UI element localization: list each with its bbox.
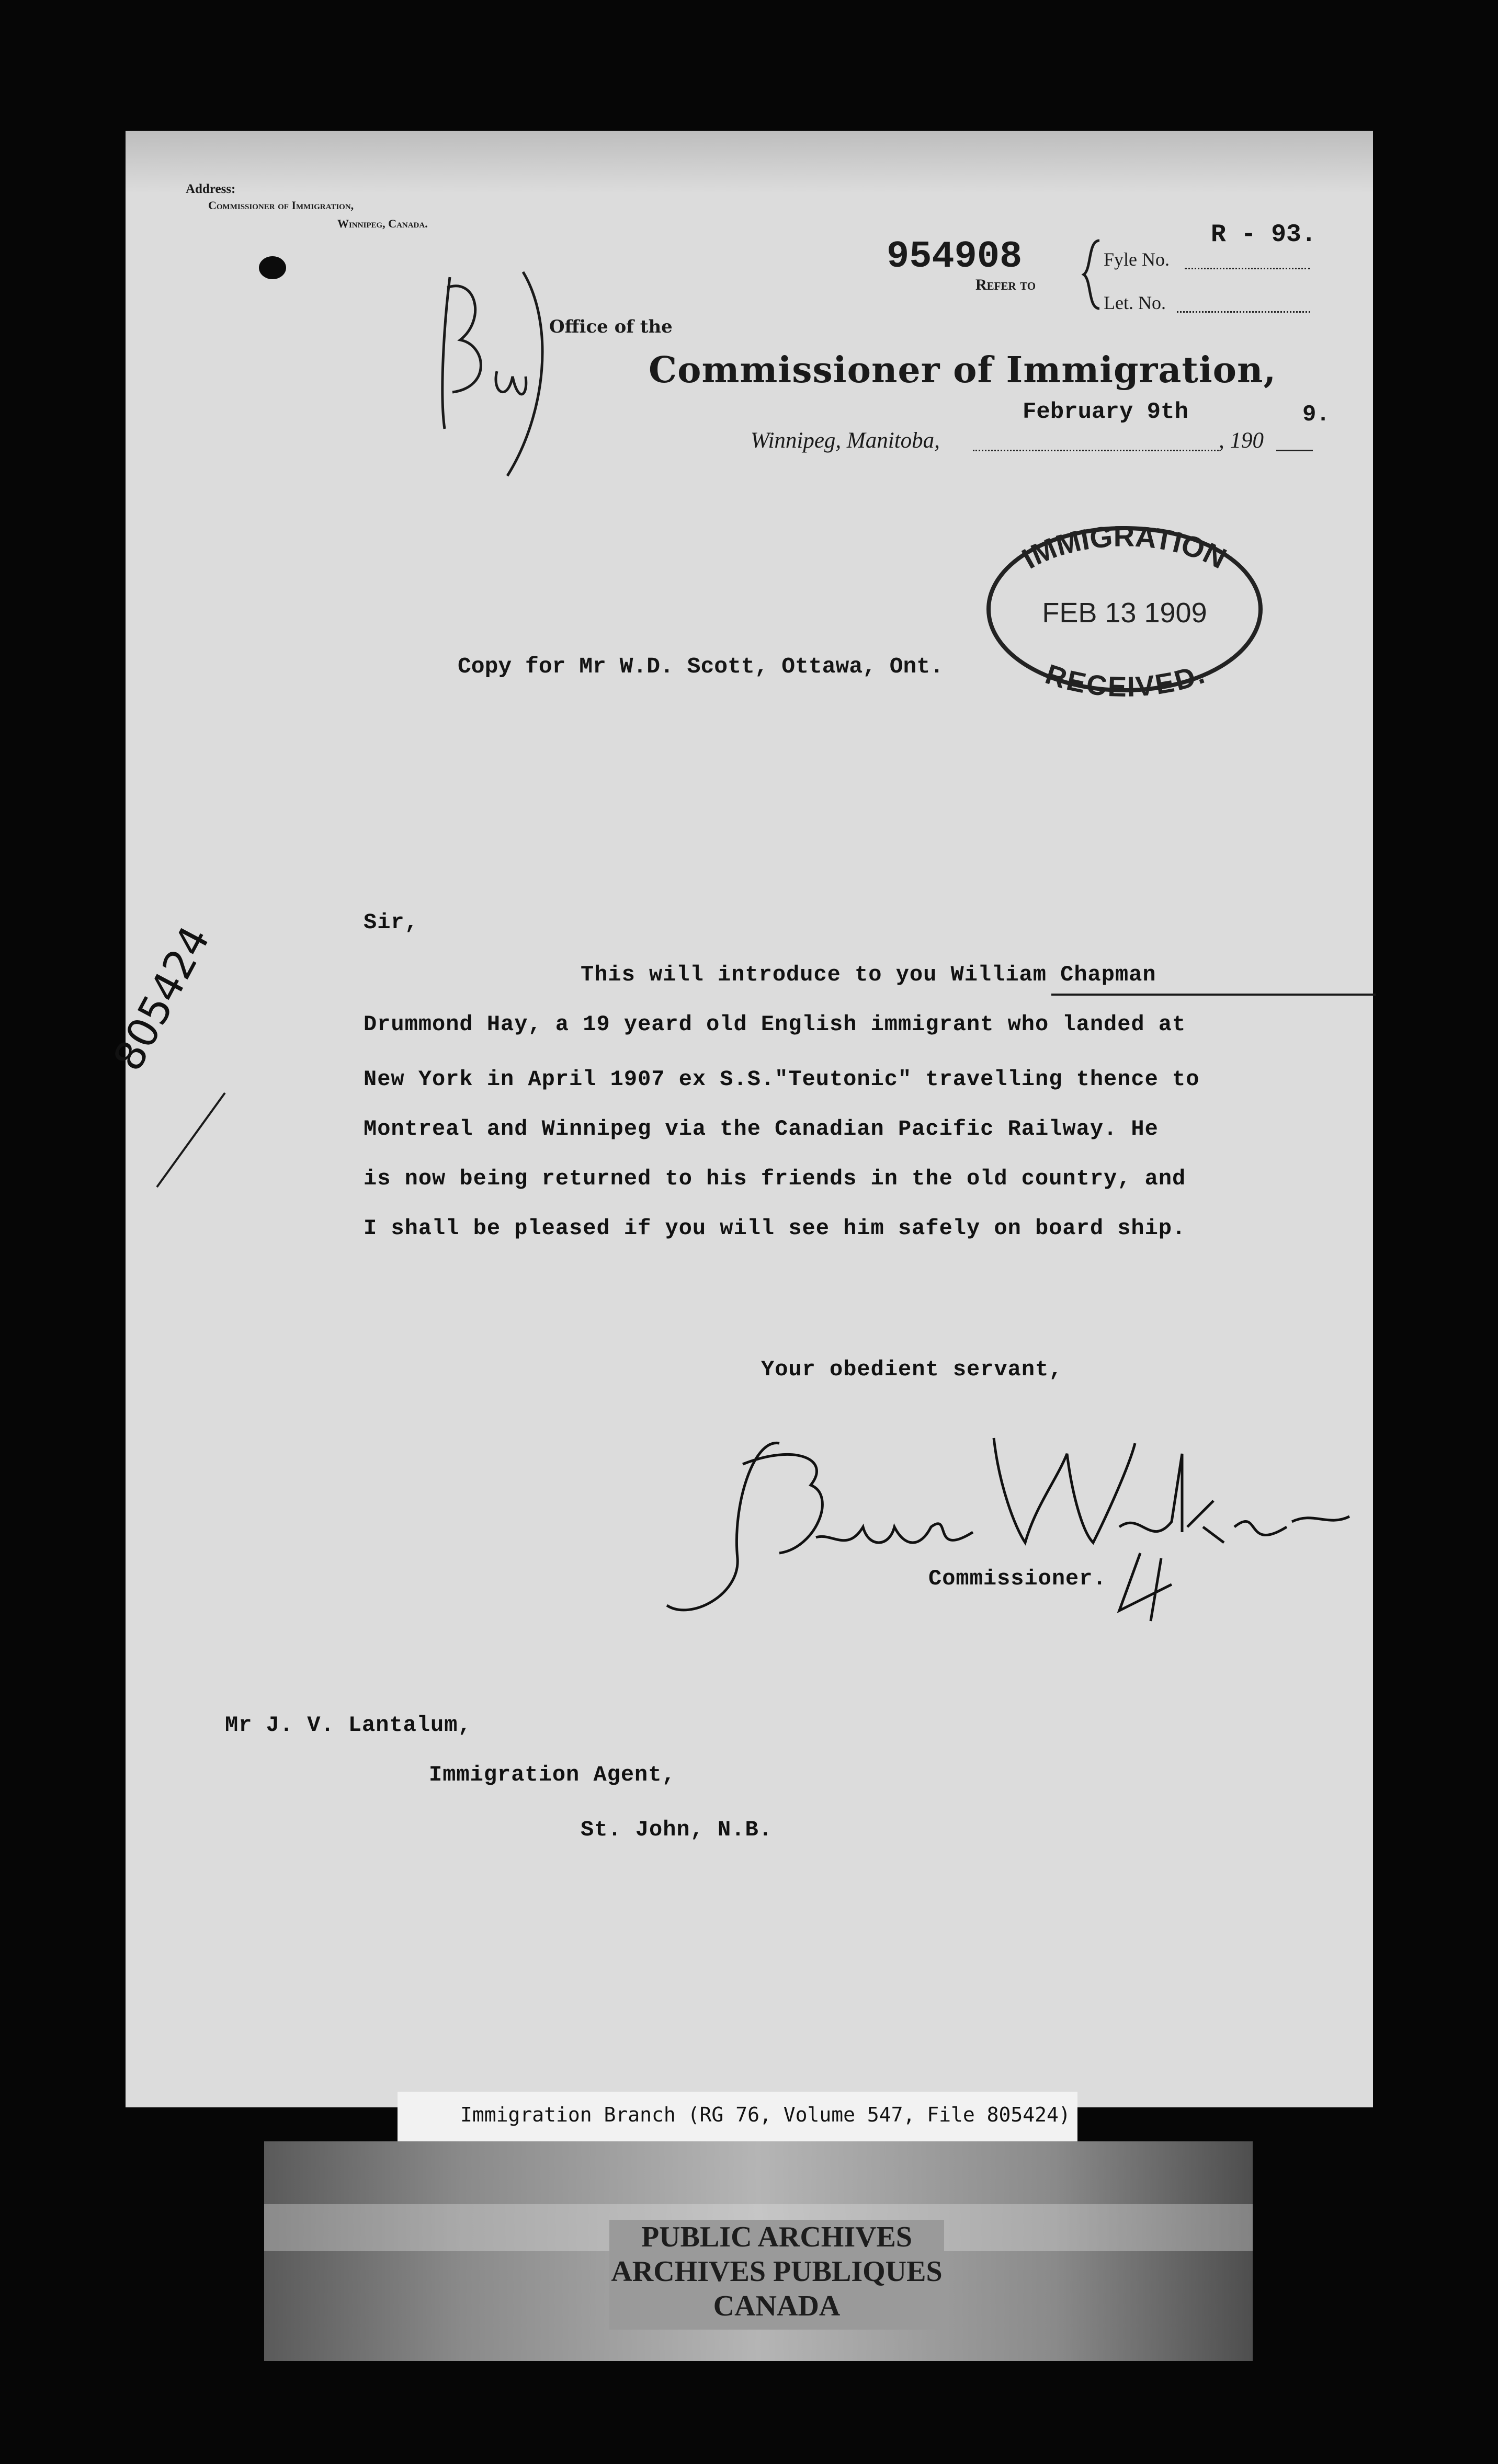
year-prefix: , 190 bbox=[1219, 428, 1264, 453]
body-line-6: I shall be pleased if you will see him safely on board ship. bbox=[364, 1216, 1186, 1241]
body-line-4: Montreal and Winnipeg via the Canadian Pacific Railway. He bbox=[364, 1116, 1159, 1142]
archive-stamp-line-3: CANADA bbox=[713, 2290, 841, 2322]
address-label: Address: bbox=[186, 182, 236, 196]
brace-graphic bbox=[1079, 238, 1105, 311]
copy-line: Copy for Mr W.D. Scott, Ottawa, Ont. bbox=[458, 654, 944, 679]
salutation: Sir, bbox=[364, 910, 418, 935]
body-line-1: This will introduce to you William Chapman bbox=[581, 962, 1156, 987]
date-line bbox=[973, 450, 1219, 451]
body-line-2: Drummond Hay, a 19 yeard old English immigrant who landed at bbox=[364, 1012, 1186, 1037]
refer-to-label: Refer to bbox=[975, 276, 1036, 293]
archive-caption: Immigration Branch (RG 76, Volume 547, File 805424) bbox=[460, 2103, 1071, 2126]
body-line-5: is now being returned to his friends in the old country, and bbox=[364, 1166, 1186, 1191]
archive-stamp-line-1: PUBLIC ARCHIVES bbox=[641, 2221, 913, 2253]
office-of-the-label: Office of the bbox=[549, 316, 673, 337]
recipient-title: Immigration Agent, bbox=[429, 1762, 676, 1787]
closing: Your obedient servant, bbox=[761, 1357, 1063, 1382]
svg-text:IMMIGRATION bbox=[1016, 520, 1231, 575]
address-line-1: Commissioner of Immigration, bbox=[208, 199, 354, 212]
page-shading bbox=[126, 131, 1373, 193]
stamp-date: FEB 13 1909 bbox=[1042, 597, 1207, 629]
archive-stamp-line-2: ARCHIVES PUBLIQUES bbox=[611, 2255, 943, 2288]
margin-initials-handwriting bbox=[429, 256, 554, 486]
file-number: 954908 bbox=[887, 235, 1023, 278]
office-title: Commissioner of Immigration, bbox=[649, 349, 1277, 391]
archive-band bbox=[264, 2141, 1253, 2361]
let-no-label: Let. No. bbox=[1104, 292, 1166, 313]
signature-handwriting bbox=[659, 1422, 1381, 1642]
letter-page bbox=[105, 131, 1373, 2107]
archive-caption-strip bbox=[398, 2092, 1077, 2141]
stamp-top-text: IMMIGRATION bbox=[1016, 519, 1232, 575]
recipient-name: Mr J. V. Lantalum, bbox=[225, 1713, 472, 1738]
date-typed: February 9th bbox=[1023, 399, 1188, 425]
immigration-received-stamp bbox=[931, 497, 1329, 701]
year-underline bbox=[1276, 450, 1313, 451]
stamp-bottom-text: RECEIVED. bbox=[1041, 658, 1209, 701]
signer-title: Commissioner. bbox=[928, 1566, 1107, 1591]
place-label: Winnipeg, Manitoba, bbox=[751, 428, 940, 453]
punch-hole bbox=[259, 256, 286, 279]
r-number: R - 93. bbox=[1211, 221, 1317, 249]
fyle-no-label: Fyle No. bbox=[1104, 249, 1170, 270]
name-underline bbox=[1051, 994, 1376, 996]
margin-file-number: 805424 bbox=[105, 919, 220, 1079]
body-line-3: New York in April 1907 ex S.S."Teutonic" travelling thence to bbox=[364, 1067, 1200, 1092]
public-archives-stamp bbox=[609, 2220, 944, 2330]
fyle-no-line bbox=[1185, 268, 1310, 269]
margin-stroke bbox=[146, 1088, 230, 1192]
recipient-location: St. John, N.B. bbox=[581, 1817, 773, 1842]
year-digit: 9. bbox=[1302, 402, 1330, 428]
svg-text:RECEIVED. bbox=[1041, 658, 1208, 701]
signer-mark-handwriting bbox=[1109, 1548, 1182, 1626]
let-no-line bbox=[1177, 311, 1310, 313]
address-line-2: Winnipeg, Canada. bbox=[337, 217, 428, 230]
